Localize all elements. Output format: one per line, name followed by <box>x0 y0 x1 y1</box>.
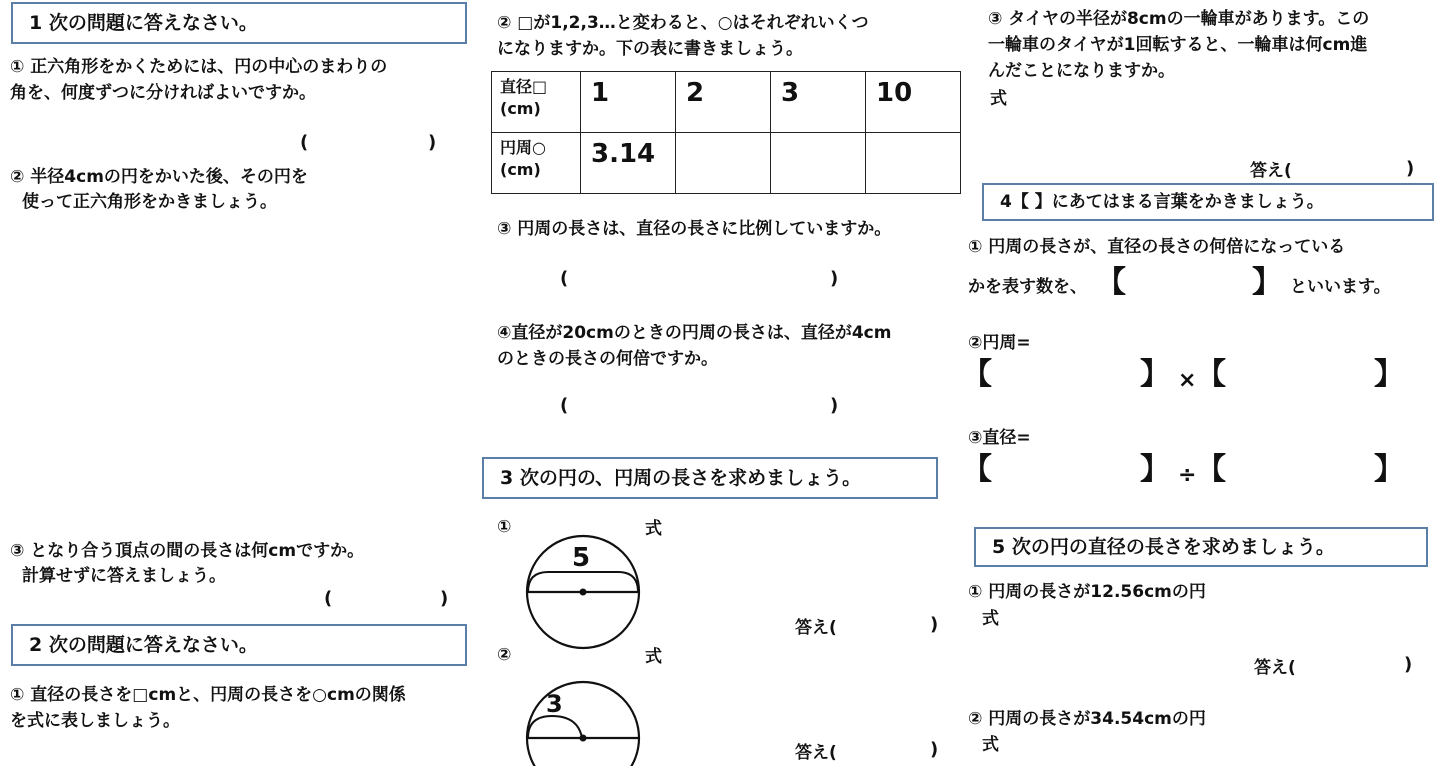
s4-q3-bracket1-open: 【 <box>962 452 992 487</box>
s1-q2b-line2: になりますか。下の表に書きましょう。 <box>497 39 803 59</box>
s3-c2-answer-label: 答え( <box>795 743 837 763</box>
s4-q3-bracket2-open: 【 <box>1196 452 1226 487</box>
table-cell[interactable] <box>676 133 771 194</box>
s3-c1-formula-label: 式 <box>645 519 662 539</box>
s1-q3c-line1: ③ タイヤの半径が8cmの一輪車があります。この <box>988 9 1370 29</box>
section-4-title: 4【 】にあてはまる言葉をかきましょう。 <box>982 183 1434 221</box>
s1-q3c-line2: 一輪車のタイヤが1回転すると、一輪車は何cm進 <box>988 35 1368 55</box>
circle-diagram-radius-5 <box>522 528 642 658</box>
s5-q1-answer-close: ) <box>1404 654 1413 675</box>
s1-q1-answer-open: ( <box>300 132 309 153</box>
s1-q3-answer-open: ( <box>324 588 333 609</box>
s4-q1-line1: ① 円周の長さが、直径の長さの何倍になっている <box>968 237 1346 257</box>
s4-q1-bracket-close: 】 <box>1252 265 1282 300</box>
section-5-title: 5 次の円の直径の長さを求めましょう。 <box>974 527 1428 567</box>
s1-q3b-answer-close: ) <box>830 268 839 289</box>
s5-q1-formula-label: 式 <box>982 609 999 629</box>
s2-q1-line1: ① 直径の長さを□cmと、円周の長さを○cmの関係 <box>10 685 406 705</box>
s4-q3-label: ③直径= <box>968 428 1031 448</box>
s3-c2-formula-label: 式 <box>645 647 662 667</box>
s1-q2b-line1: ② □が1,2,3…と変わると、○はそれぞれいくつ <box>497 13 869 33</box>
header-unit: (cm) <box>500 160 541 179</box>
section-3-title: 3 次の円の、円周の長さを求めましょう。 <box>482 457 938 499</box>
diameter-circumference-table <box>491 71 961 194</box>
table-cell: 1 <box>581 72 676 133</box>
s4-q2-label: ②円周= <box>968 333 1031 353</box>
header-label: 直径□ <box>500 77 548 96</box>
s5-q1-answer-label: 答え( <box>1254 658 1296 678</box>
table-header-circumference <box>492 133 581 194</box>
header-label: 円周○ <box>500 138 546 157</box>
s1-q4b-answer-close: ) <box>830 395 839 416</box>
s1-q3-answer-close: ) <box>440 588 449 609</box>
table-cell: 3.14 <box>581 133 676 194</box>
s1-q2-line1: ② 半径4cmの円をかいた後、その円を <box>10 167 308 187</box>
s4-q2-bracket2-open: 【 <box>1196 357 1226 392</box>
s4-q3-operator: ÷ <box>1178 463 1197 488</box>
s3-c2-number: ② <box>497 645 512 665</box>
table-row <box>492 72 961 133</box>
section-2-title: 2 次の問題に答えなさい。 <box>11 624 467 666</box>
s5-q1: ① 円周の長さが12.56cmの円 <box>968 582 1206 602</box>
section-1-title: 1 次の問題に答えなさい。 <box>11 2 467 44</box>
s2-q1-line2: を式に表しましょう。 <box>10 711 180 731</box>
table-cell: 10 <box>866 72 961 133</box>
circle-diagram-radius-3 <box>522 676 642 756</box>
s1-q4b-answer-open: ( <box>560 395 569 416</box>
s1-q3b-answer-open: ( <box>560 268 569 289</box>
s3-c2-answer-close: ) <box>930 739 939 760</box>
s4-q2-bracket1-open: 【 <box>962 357 992 392</box>
s1-q2-line2: 使って正六角形をかきましょう。 <box>22 192 277 212</box>
s1-q3-line1: ③ となり合う頂点の間の長さは何cmですか。 <box>10 541 365 561</box>
circle-label-5: 5 <box>572 543 591 573</box>
s4-q2-bracket2-close: 】 <box>1374 357 1404 392</box>
table-cell[interactable] <box>771 133 866 194</box>
s1-q3c-answer-label: 答え( <box>1250 161 1292 181</box>
s1-q1-line2: 角を、何度ずつに分ければよいですか。 <box>10 83 316 103</box>
table-header-diameter <box>492 72 581 133</box>
s3-c1-number: ① <box>497 517 512 537</box>
s5-q2: ② 円周の長さが34.54cmの円 <box>968 709 1206 729</box>
table-cell: 3 <box>771 72 866 133</box>
s1-q3c-line3: んだことになりますか。 <box>988 61 1175 81</box>
table-cell[interactable] <box>866 133 961 194</box>
table-cell: 2 <box>676 72 771 133</box>
s4-q2-operator: × <box>1178 368 1197 393</box>
s4-q1-bracket-open: 【 <box>1096 265 1126 300</box>
circle-label-3: 3 <box>546 690 563 718</box>
s5-q2-formula-label: 式 <box>982 735 999 755</box>
s3-c1-answer-close: ) <box>930 614 939 635</box>
s4-q3-bracket1-close: 】 <box>1140 452 1170 487</box>
s1-q3c-formula-label: 式 <box>990 89 1007 109</box>
s1-q4b-line2: のときの長さの何倍ですか。 <box>497 349 718 369</box>
s1-q3c-answer-close: ) <box>1406 158 1415 179</box>
s4-q1-line2a: かを表す数を、 <box>968 277 1087 297</box>
s4-q1-line2b: といいます。 <box>1290 277 1391 297</box>
s1-q1-line1: ① 正六角形をかくためには、円の中心のまわりの <box>10 57 388 77</box>
s1-q3-line2: 計算せずに答えましょう。 <box>22 566 226 586</box>
header-unit: (cm) <box>500 99 541 118</box>
s1-q4b-line1: ④直径が20cmのときの円周の長さは、直径が4cm <box>497 323 892 343</box>
s4-q3-bracket2-close: 】 <box>1374 452 1404 487</box>
s1-q3b: ③ 円周の長さは、直径の長さに比例していますか。 <box>497 219 892 239</box>
s1-q1-answer-close: ) <box>428 132 437 153</box>
s4-q2-bracket1-close: 】 <box>1140 357 1170 392</box>
s3-c1-answer-label: 答え( <box>795 618 837 638</box>
table-row <box>492 133 961 194</box>
